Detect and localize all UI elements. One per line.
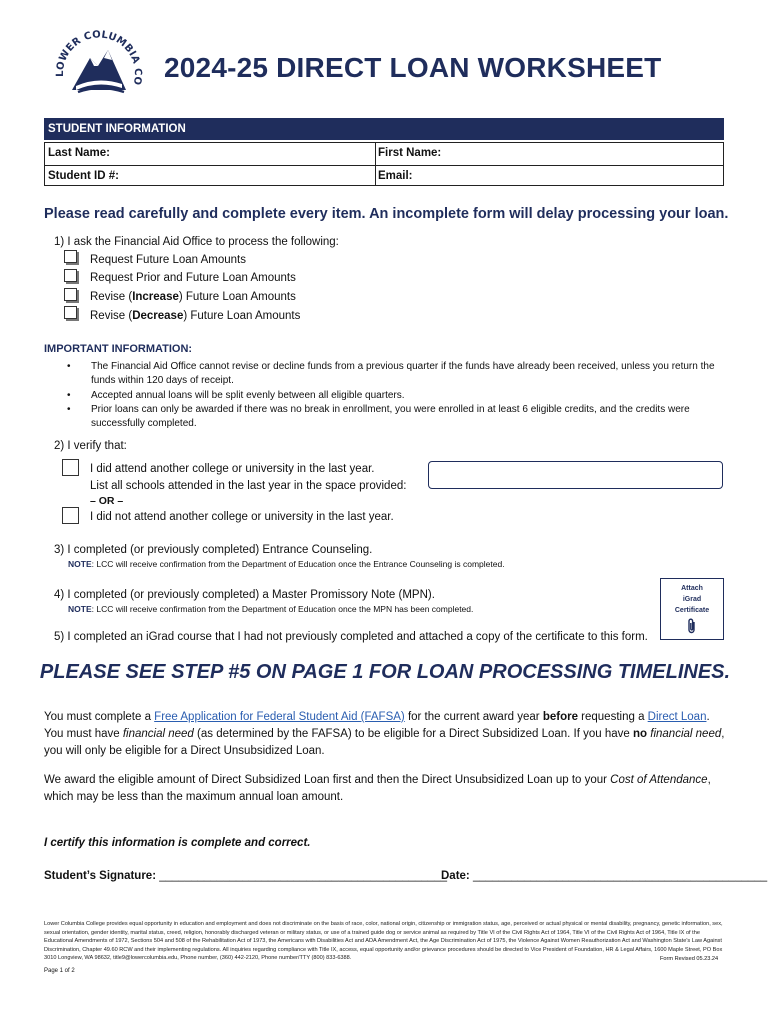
student-info-header: STUDENT INFORMATION xyxy=(44,118,724,140)
question-5: 5) I completed an iGrad course that I had not previously completed and attached a copy of the certificate to this form. xyxy=(54,631,648,643)
last-name-field[interactable]: Last Name: xyxy=(48,147,110,159)
option-future-loan: Request Future Loan Amounts xyxy=(90,254,246,266)
important-bullet-3: • Prior loans can only be awarded if there was no break in enrollment, you were enrolled in at least 6 eligible credits, and the credits were successfully completed. xyxy=(67,404,690,429)
checkbox-did-not-attend[interactable] xyxy=(62,507,79,524)
option-prior-future-loan: Request Prior and Future Loan Amounts xyxy=(90,272,296,284)
checkbox-revise-increase[interactable] xyxy=(64,288,77,301)
logo-arc-text: LOWER COLUMBIA CO xyxy=(54,29,144,87)
page-number: Page 1 of 2 xyxy=(44,968,75,974)
certify-statement: I certify this information is complete and correct. xyxy=(44,837,311,849)
college-logo xyxy=(50,20,146,104)
option-revise-increase: Revise (Increase) Future Loan Amounts xyxy=(90,291,296,303)
form-revised: Form Revised 05.23.24 xyxy=(660,956,719,962)
checkbox-attended-college[interactable] xyxy=(62,459,79,476)
notice-text: Please read carefully and complete every item. An incomplete form will delay processing your loan. xyxy=(44,206,729,222)
option-attended-college: I did attend another college or university in the last year. xyxy=(90,463,375,475)
q4-note: NOTE: LCC will receive confirmation from the Department of Education once the MPN has been completed. xyxy=(68,604,474,614)
direct-loan-link[interactable]: Direct Loan xyxy=(647,711,707,723)
checkbox-future-loan[interactable] xyxy=(64,250,77,263)
page-title: 2024-25 DIRECT LOAN WORKSHEET xyxy=(164,52,662,83)
option-did-not-attend: I did not attend another college or university in the last year. xyxy=(90,511,394,523)
igrad-label: iGrad xyxy=(682,596,702,603)
checkbox-revise-decrease[interactable] xyxy=(64,306,77,319)
first-name-field[interactable]: First Name: xyxy=(378,147,442,159)
see-step-banner: PLEASE SEE STEP #5 ON PAGE 1 FOR LOAN PROCESSING TIMELINES. xyxy=(39,661,731,683)
schools-attended-input[interactable] xyxy=(428,461,723,489)
q3-note: NOTE: LCC will receive confirmation from the Department of Education once the Entrance Counseling is completed. xyxy=(68,559,505,569)
email-field[interactable]: Email: xyxy=(378,170,413,182)
or-separator: – OR – xyxy=(90,495,124,507)
important-bullet-1: • The Financial Aid Office cannot revise or decline funds from a previous quarter if the funds have already been received, unless you return the funds within 120 days of receipt. xyxy=(67,361,715,386)
important-heading: IMPORTANT INFORMATION: xyxy=(44,343,193,355)
question-2: 2) I verify that: xyxy=(54,440,127,452)
date-line[interactable]: Date: ______________________________________________ xyxy=(441,870,768,882)
fafsa-paragraph: You must complete a Free Application for Federal Student Aid (FAFSA) for the current award year before requesting a Direct Loan. You must have financial need (as determined by the FAFSA) to be eligible for a Direct Subsidized Loan. If you have no financial need, you will only be eligible for a Direct Unsubsidized Loan. xyxy=(44,711,725,757)
question-3: 3) I completed (or previously completed) Entrance Counseling. xyxy=(54,544,373,556)
paperclip-icon xyxy=(661,618,723,638)
student-id-field[interactable]: Student ID #: xyxy=(48,170,119,182)
certificate-label: Certificate xyxy=(674,607,710,614)
student-info-table xyxy=(44,142,724,186)
footer-disclaimer: Lower Columbia College provides equal opportunity in education and employment and does not discriminate on the basis of race, color, national origin, citizenship or immigration status, age, perceived or actual physical or mental disability, pregnancy, genetic information, sex, sexual orientation, gender identity, marital status, creed, religion, honorably discharged veteran or military status, or use of a trained guide dog or service animal as required by Title VI of the Civil Rights Act of 1964, Title VI of the Civil Rights Act of 1964, Title IX of the Educational Amendments of 1972, Sections 504 and 508 of the Rehabilitation Act of 1973, the Americans with Disabilities Act and ADA Amendment Act, the Age Discrimination Act of 1975, the Violence Against Women Reauthorization Act and Washington State's Law Against Discrimination, Chapter 49.60 RCW and their implementing regulations. All inquiries regarding compliance with Title IX, access, equal opportunity and/or grievance procedures should be directed to Vice President of Foundation, HR & Legal Affairs, 1600 Maple Street, PO Box 3010 Longview, WA 98632, title9@lowercolumbia.edu, Phone number, (360) 442-2120, Phone number/TTY (800) 833-6388. xyxy=(44,921,723,961)
important-bullet-2: • Accepted annual loans will be split evenly between all eligible quarters. xyxy=(67,390,405,401)
award-paragraph: We award the eligible amount of Direct Subsidized Loan first and then the Direct Unsubsidized Loan up to your Cost of Attendance, which may be less than the maximum annual loan amount. xyxy=(44,774,711,803)
list-schools-instruction: List all schools attended in the last year in the space provided: xyxy=(90,480,407,492)
checkbox-prior-future-loan[interactable] xyxy=(64,269,77,282)
fafsa-link[interactable]: Free Application for Federal Student Aid (FAFSA) xyxy=(154,711,405,723)
attach-certificate-box[interactable] xyxy=(660,578,724,640)
attach-label: Attach xyxy=(681,585,703,592)
question-1: 1) I ask the Financial Aid Office to process the following: xyxy=(54,236,339,248)
question-4: 4) I completed (or previously completed) a Master Promissory Note (MPN). xyxy=(54,589,435,601)
signature-line[interactable]: Student’s Signature: _____________________________________________ xyxy=(44,870,448,882)
option-revise-decrease: Revise (Decrease) Future Loan Amounts xyxy=(90,310,301,322)
